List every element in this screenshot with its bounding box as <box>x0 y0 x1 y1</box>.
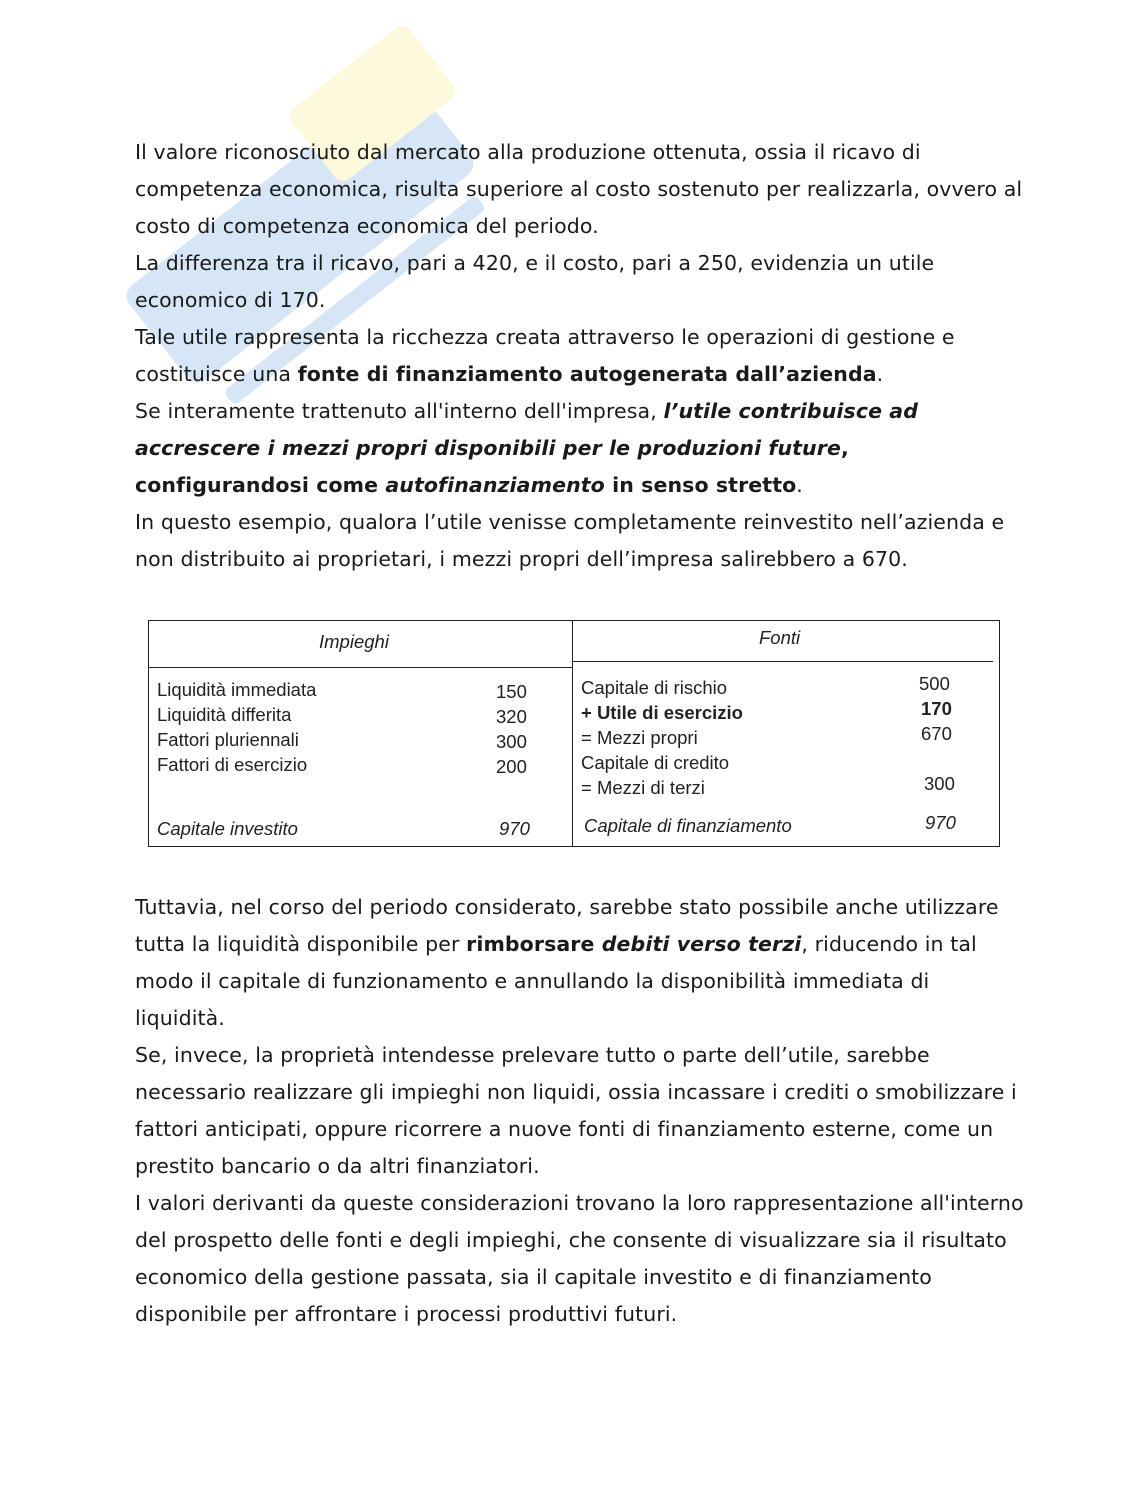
bold-text: , configurandosi come <box>135 436 849 497</box>
fonti-value: 300 <box>924 773 955 794</box>
paragraph: Se, invece, la proprietà intendesse prelevare tutto o parte dell’utile, sarebbe necessario realizzare gli impieghi non liquidi, ossia incassare i crediti o smobilizzare i fattori anticipati, oppure ricorrere a nuove fonti di finanziamento esterne, come un prestito bancario o da altri finanziatori. <box>135 1043 1017 1178</box>
impieghi-total-value: 970 <box>499 818 530 839</box>
impieghi-value: 150 <box>496 681 527 702</box>
fonti-label: = Mezzi propri <box>581 727 698 748</box>
fonti-value: 670 <box>921 723 952 744</box>
paragraph: I valori derivanti da queste considerazioni trovano la loro rappresentazione all'interno del prospetto delle fonti e degli impieghi, che consente di visualizzare sia il risultato economico della gestione passata, sia il capitale investito e di finanziamento disponibile per affrontare i processi produttivi futuri. <box>135 1191 1024 1326</box>
bold-text: in senso stretto <box>604 473 797 497</box>
impieghi-value: 200 <box>496 756 527 777</box>
paragraph <box>135 319 1025 393</box>
fonti-value: 500 <box>919 673 950 694</box>
paragraph <box>135 889 1025 1037</box>
fonti-total-value: 970 <box>925 812 956 833</box>
table-header-line <box>572 661 993 662</box>
impieghi-header: Impieghi <box>319 631 389 652</box>
fonti-label: Capitale di credito <box>581 752 730 773</box>
fonti-label: Capitale di rischio <box>581 677 728 698</box>
bold-text: rimborsare <box>466 932 602 956</box>
bold-italic-text: l’utile contribuisce ad accrescere i mezzi propri disponibili per le produzioni future <box>135 399 919 460</box>
paragraph: La differenza tra il ricavo, pari a 420, e il costo, pari a 250, evidenzia un utile economico di 170. <box>135 251 935 312</box>
fonti-label: + Utile di esercizio <box>581 702 743 723</box>
fonti-total-label: Capitale di finanziamento <box>584 815 792 836</box>
text-span: Tale utile rappresenta la ricchezza creata attraverso le operazioni di gestione e costituisce una <box>135 325 955 386</box>
text-block-bottom <box>135 889 1025 1333</box>
text-span: Tuttavia, nel corso del periodo considerato, sarebbe stato possibile anche utilizzare tutta la liquidità disponibile per <box>135 895 999 956</box>
fonti-label: = Mezzi di terzi <box>581 777 705 798</box>
impieghi-value: 320 <box>496 706 527 727</box>
bold-text: fonte di finanziamento autogenerata dall’azienda <box>297 362 877 386</box>
paragraph: Il valore riconosciuto dal mercato alla produzione ottenuta, ossia il ricavo di competenza economica, risulta superiore al costo sostenuto per realizzarla, ovvero al costo di competenza economica del periodo. <box>135 140 1023 238</box>
text-span: Se interamente trattenuto all'interno dell'impresa, <box>135 399 664 423</box>
bold-italic-text: autofinanziamento <box>385 473 605 497</box>
table-header-line <box>149 667 572 668</box>
balance-table <box>148 620 1000 847</box>
text-span: . <box>876 362 884 386</box>
bold-italic-text: debiti verso terzi <box>601 932 802 956</box>
impieghi-label: Liquidità immediata <box>157 679 317 700</box>
impieghi-label: Fattori pluriennali <box>157 729 299 750</box>
paragraph <box>135 393 1025 504</box>
text-span: , riducendo in tal modo il capitale di funzionamento e annullando la disponibilità immediata di liquidità. <box>135 932 977 1030</box>
impieghi-label: Fattori di esercizio <box>157 754 308 775</box>
impieghi-total-label: Capitale investito <box>157 818 298 839</box>
impieghi-label: Liquidità differita <box>157 704 292 725</box>
text-block-top <box>135 134 1025 578</box>
text-span: . <box>796 473 803 497</box>
fonti-value: 170 <box>921 698 952 719</box>
impieghi-value: 300 <box>496 731 527 752</box>
fonti-header: Fonti <box>759 627 801 648</box>
paragraph: In questo esempio, qualora l’utile venisse completamente reinvestito nell’azienda e non distribuito ai proprietari, i mezzi propri dell’impresa salirebbero a 670. <box>135 510 1005 571</box>
table-divider <box>572 621 573 846</box>
